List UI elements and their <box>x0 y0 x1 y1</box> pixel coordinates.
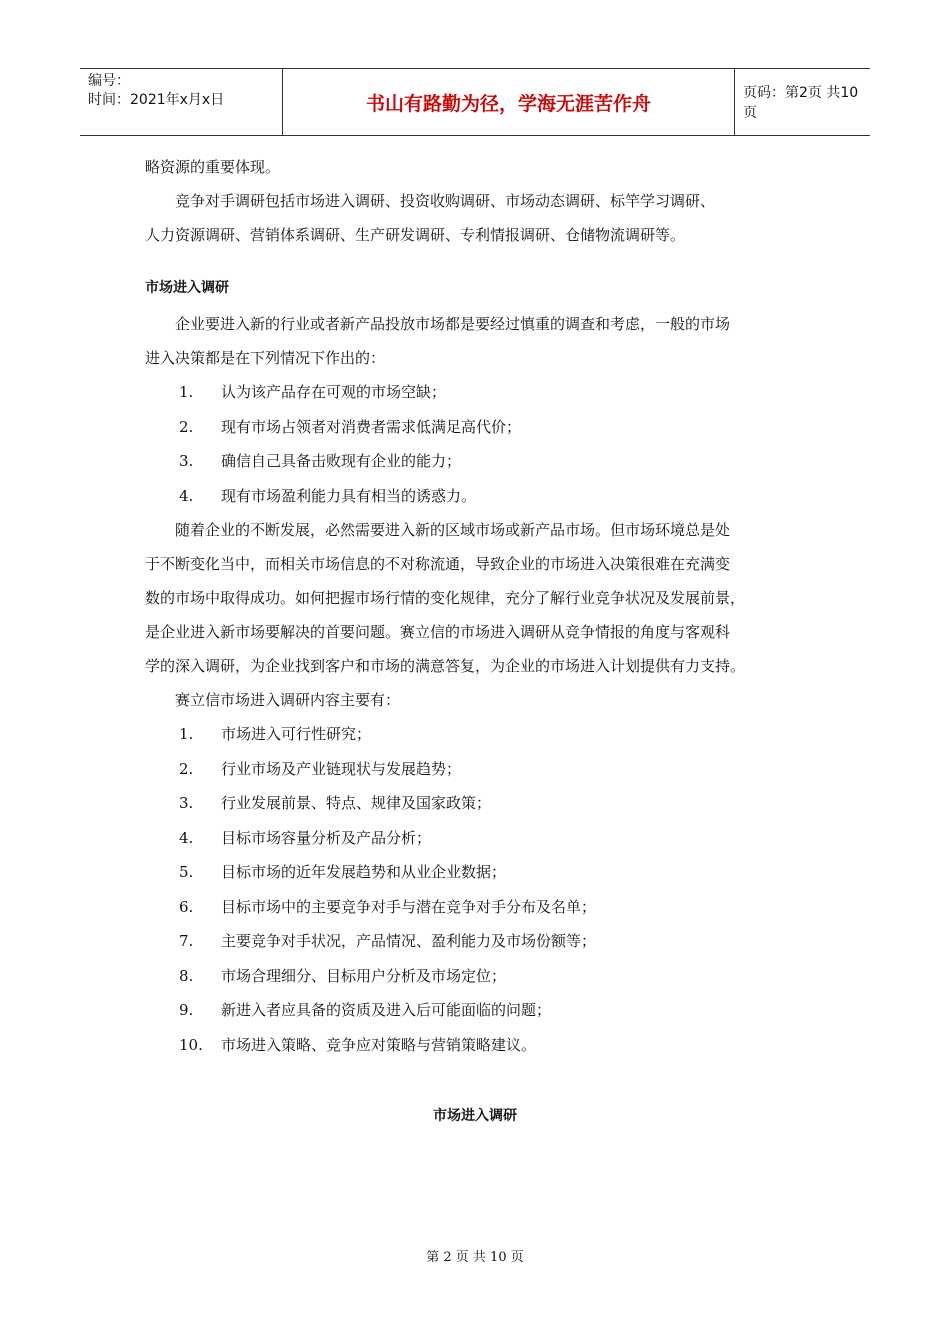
list-item: 5. 目标市场的近年发展趋势和从业企业数据； <box>179 863 507 881</box>
page-footer: 第 2 页 共 10 页 <box>426 1250 524 1265</box>
paragraph: 企业要进入新的行业或者新产品投放市场都是要经过慎重的调查和考虑，一般的市场 <box>175 315 731 333</box>
page-header <box>80 68 870 136</box>
header-meta <box>80 69 283 135</box>
number-label: 编号： <box>88 73 130 89</box>
paragraph: 数的市场中取得成功。如何把握市场行情的变化规律，充分了解行业竞争状况及发展前景， <box>145 589 746 607</box>
header-motto: 书山有路勤为径，学海无涯苦作舟 <box>283 69 735 135</box>
paragraph: 进入决策都是在下列情况下作出的： <box>145 349 386 367</box>
list-item: 8. 市场合理细分、目标用户分析及市场定位； <box>179 966 507 985</box>
paragraph: 略资源的重要体现。 <box>145 158 281 176</box>
time-label: 时间：2021年x月x日 <box>88 92 225 108</box>
list-item: 10. 市场进入策略、竞争应对策略与营销策略建议。 <box>179 1035 537 1054</box>
list-item: 2. 现有市场占领者对消费者需求低满足高代价； <box>179 417 522 436</box>
document-body <box>145 150 810 1062</box>
list-research-content <box>145 717 810 1062</box>
header-page-info: 页码：第2页 共10页 <box>743 85 859 121</box>
paragraph: 赛立信市场进入调研内容主要有： <box>175 691 401 709</box>
list-item: 3. 确信自己具备击败现有企业的能力； <box>179 452 462 470</box>
paragraph: 人力资源调研、营销体系调研、生产研发调研、专利情报调研、仓储物流调研等。 <box>145 226 686 244</box>
list-item: 1. 认为该产品存在可观的市场空缺； <box>179 383 447 401</box>
paragraph: 竞争对手调研包括市场进入调研、投资收购调研、市场动态调研、标竿学习调研、 <box>175 192 716 210</box>
list-item: 7. 主要竞争对手状况，产品情况、盈利能力及市场份额等； <box>179 932 597 950</box>
paragraph: 随着企业的不断发展，必然需要进入新的区域市场或新产品市场。但市场环境总是处 <box>175 521 731 539</box>
list-item: 6. 目标市场中的主要竞争对手与潜在竞争对手分布及名单； <box>179 897 597 916</box>
paragraph: 学的深入调研，为企业找到客户和市场的满意答复，为企业的市场进入计划提供有力支持。 <box>145 657 746 675</box>
paragraph: 是企业进入新市场要解决的首要问题。赛立信的市场进入调研从竞争情报的角度与客观科 <box>145 623 731 641</box>
list-item: 4. 现有市场盈利能力具有相当的诱惑力。 <box>179 486 477 505</box>
list-item: 1. 市场进入可行性研究； <box>179 725 372 743</box>
list-item: 3. 行业发展前景、特点、规律及国家政策； <box>179 794 492 812</box>
list-conditions <box>145 375 810 513</box>
centered-heading: 市场进入调研 <box>433 1108 517 1124</box>
list-item: 9. 新进入者应具备的资质及进入后可能面临的问题； <box>179 1001 552 1019</box>
section-heading: 市场进入调研 <box>145 280 229 296</box>
paragraph: 于不断变化当中，而相关市场信息的不对称流通，导致企业的市场进入决策很难在充满变 <box>145 555 731 573</box>
list-item: 2. 行业市场及产业链现状与发展趋势； <box>179 759 462 778</box>
list-item: 4. 目标市场容量分析及产品分析； <box>179 828 432 847</box>
